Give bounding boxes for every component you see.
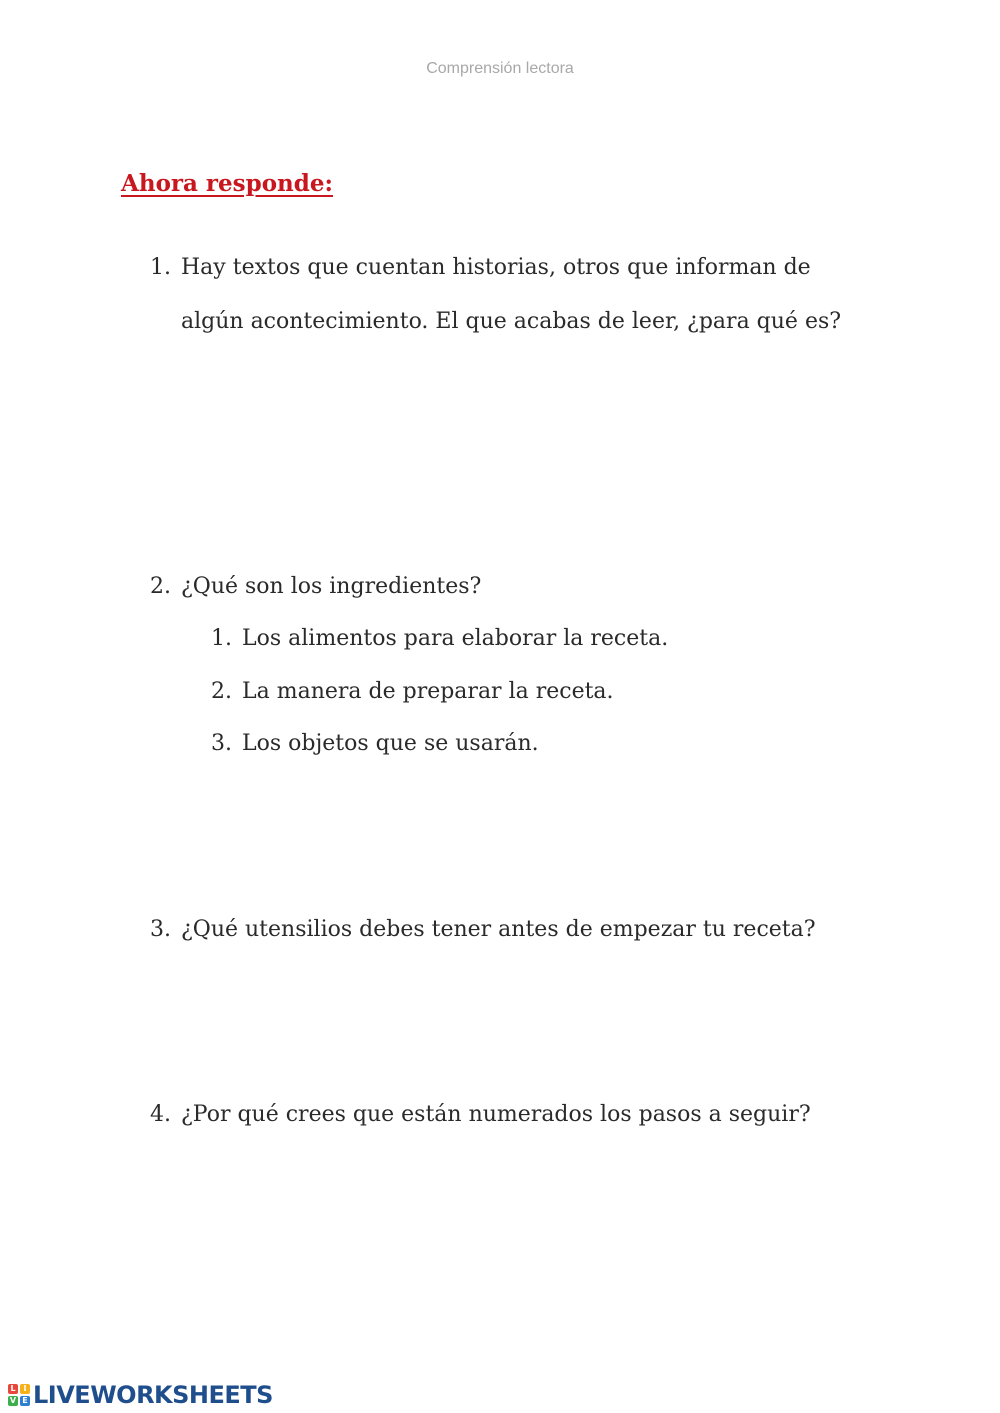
answer-option-3[interactable] <box>211 730 811 760</box>
question-text: ¿Qué utensilios debes tener antes de empezar tu receta? <box>181 917 816 942</box>
option-text: Los objetos que se usarán. <box>242 731 539 756</box>
logo-text: LIVEWORKSHEETS <box>33 1381 273 1409</box>
option-text: Los alimentos para elaborar la receta. <box>242 626 669 651</box>
question-1 <box>150 254 870 344</box>
question-number: 2. <box>150 574 171 599</box>
question-3 <box>150 916 870 946</box>
question-number: 1. <box>150 255 171 280</box>
question-text-line-2: algún acontecimiento. El que acabas de leer, ¿para qué es? <box>181 309 842 334</box>
logo-letter: L <box>8 1384 18 1394</box>
question-text-line-1: Hay textos que cuentan historias, otros que informan de <box>181 255 811 280</box>
question-number: 4. <box>150 1102 171 1127</box>
question-2 <box>150 573 870 603</box>
logo-mark-icon <box>8 1384 30 1406</box>
question-text: ¿Qué son los ingredientes? <box>181 574 482 599</box>
option-number: 2. <box>211 679 232 704</box>
logo-letter: E <box>20 1396 30 1406</box>
question-number: 3. <box>150 917 171 942</box>
section-heading: Ahora responde: <box>121 170 333 197</box>
option-text: La manera de preparar la receta. <box>242 679 614 704</box>
logo-letter: V <box>9 1396 17 1405</box>
answer-option-1[interactable] <box>211 625 811 655</box>
option-number: 3. <box>211 731 232 756</box>
option-number: 1. <box>211 626 232 651</box>
answer-option-2[interactable] <box>211 678 811 708</box>
question-text: ¿Por qué crees que están numerados los pasos a seguir? <box>181 1102 811 1127</box>
logo-letter: I <box>20 1384 30 1394</box>
liveworksheets-logo[interactable] <box>8 1382 273 1408</box>
question-4 <box>150 1101 870 1131</box>
document-header: Comprensión lectora <box>426 60 574 77</box>
